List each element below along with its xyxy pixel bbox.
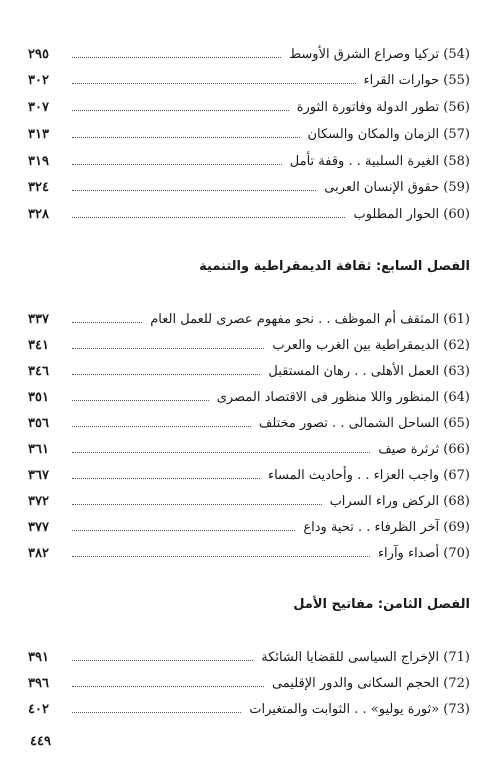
toc-entry — [28, 514, 470, 540]
toc-entry — [28, 332, 470, 358]
chapter-heading: الفصل الثامن: مفاتيح الأمل — [293, 597, 470, 612]
entry-title: (57) الزمان والمكان والسكان — [307, 126, 470, 142]
entry-page: ٢٩٥ — [28, 46, 49, 62]
entry-page: ٣٥٦ — [28, 415, 49, 431]
toc-entry — [28, 462, 470, 488]
dot-leader — [72, 190, 316, 191]
entry-title: (59) حقوق الإنسان العربى — [324, 179, 470, 195]
chapter-heading: الفصل السابع: ثقافة الديمقراطية والتنمية — [199, 259, 470, 274]
entry-page: ٣١٣ — [28, 126, 49, 142]
entry-page: ٣٦٧ — [28, 467, 49, 483]
entry-page: ٣٥١ — [28, 389, 49, 405]
toc-entry — [28, 148, 470, 174]
dot-leader — [72, 660, 253, 661]
dot-leader — [72, 137, 300, 138]
entry-page: ٣٤٦ — [28, 363, 49, 379]
dot-leader — [72, 712, 241, 713]
entry-title: (62) الديمقراطية بين الغرب والعرب — [272, 337, 470, 353]
entry-page: ٣٦١ — [28, 441, 49, 457]
entry-page: ٣١٩ — [28, 153, 49, 169]
entry-title: (63) العمل الأهلى . . رهان المستقبل — [268, 363, 470, 379]
entry-title: (69) آخر الظرفاء . . تحية وداع — [303, 519, 470, 535]
toc-entry — [28, 201, 470, 227]
entry-page: ٣٣٧ — [28, 311, 49, 327]
page-number: ٤٤٩ — [30, 734, 51, 749]
entry-page: ٣٧٢ — [28, 493, 49, 509]
dot-leader — [72, 217, 345, 218]
toc-entry — [28, 174, 470, 200]
entry-page: ٣٨٢ — [28, 545, 49, 561]
entry-title: (54) تركيا وصراع الشرق الأوسط — [289, 46, 470, 62]
entry-title: (58) الغيرة السلبية . . وقفة تأمل — [289, 153, 470, 169]
dot-leader — [72, 504, 322, 505]
entry-page: ٣٤١ — [28, 337, 49, 353]
dot-leader — [72, 426, 251, 427]
entry-title: (68) الركض وراء السراب — [329, 493, 470, 509]
toc-entry — [28, 67, 470, 93]
dot-leader — [72, 374, 260, 375]
dot-leader — [72, 348, 264, 349]
toc-entry — [28, 410, 470, 436]
toc-entry — [28, 488, 470, 514]
dot-leader — [72, 83, 356, 84]
entry-title: (61) المثقف أم الموظف . . نحو مفهوم عصرى للعمل العام — [150, 311, 470, 327]
dot-leader — [72, 164, 282, 165]
dot-leader — [72, 400, 209, 401]
entry-title: (67) واجب العزاء . . وأحاديث المساء — [267, 467, 470, 483]
toc-entry — [28, 644, 470, 670]
dot-leader — [72, 478, 260, 479]
toc-entry — [28, 306, 470, 332]
entry-page: ٣٠٢ — [28, 72, 49, 88]
dot-leader — [72, 57, 281, 58]
entry-title: (72) الحجم السكانى والدور الإقليمى — [271, 675, 470, 691]
dot-leader — [72, 556, 370, 557]
dot-leader — [72, 110, 289, 111]
entry-page: ٣٧٧ — [28, 519, 49, 535]
entry-title: (60) الحوار المطلوب — [353, 206, 470, 222]
toc-entry — [28, 41, 470, 67]
entry-page: ٣٩١ — [28, 649, 49, 665]
entry-title: (73) «ثورة يوليو» . . الثوابت والمتغيرات — [249, 701, 470, 717]
entry-page: ٣٩٦ — [28, 675, 49, 691]
entry-title: (65) الساحل الشمالى . . تصور مختلف — [258, 415, 470, 431]
dot-leader — [72, 686, 264, 687]
toc-entry — [28, 358, 470, 384]
entry-page: ٣٠٧ — [28, 99, 49, 115]
entry-page: ٣٢٨ — [28, 206, 49, 222]
entry-page: ٣٢٤ — [28, 179, 49, 195]
entry-title: (64) المنظور واللا منظور فى الاقتصاد المصرى — [216, 389, 470, 405]
dot-leader — [72, 322, 142, 323]
toc-entry — [28, 670, 470, 696]
entry-title: (71) الإخراج السياسى للقضايا الشائكة — [261, 649, 470, 665]
entry-title: (56) تطور الدولة وفاتورة الثورة — [296, 99, 470, 115]
dot-leader — [72, 530, 295, 531]
toc-entry — [28, 121, 470, 147]
toc-entry — [28, 696, 470, 722]
toc-entry — [28, 540, 470, 566]
dot-leader — [72, 452, 370, 453]
entry-title: (66) ثرثرة صيف — [378, 441, 470, 457]
entry-title: (55) حوارات القراء — [363, 72, 470, 88]
toc-entry — [28, 436, 470, 462]
entry-page: ٤٠٢ — [28, 701, 49, 717]
toc-entry — [28, 94, 470, 120]
entry-title: (70) أصداء وآراء — [377, 545, 470, 561]
toc-entry — [28, 384, 470, 410]
